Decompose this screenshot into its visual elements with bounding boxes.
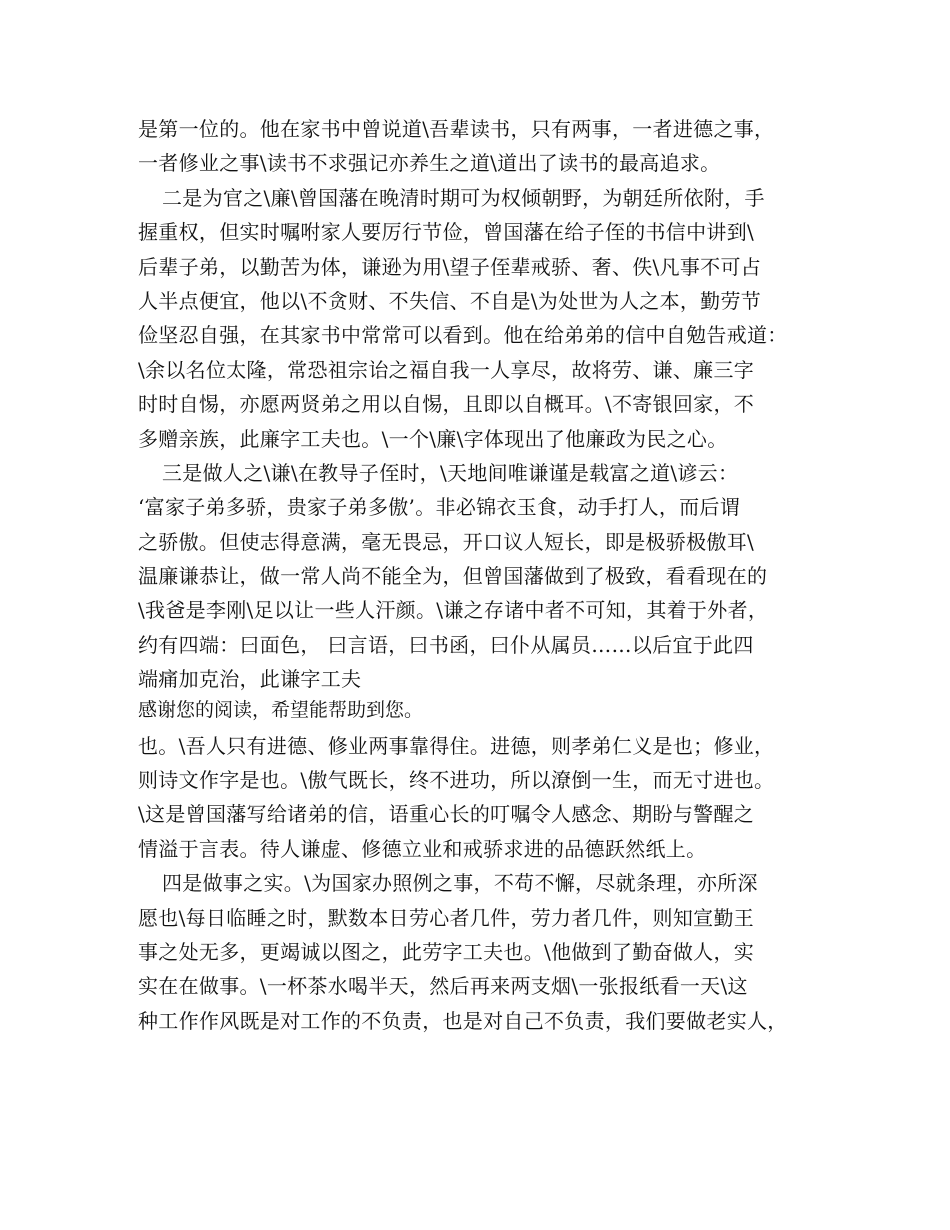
text-line: 约有四端：曰面色， 曰言语，曰书函，曰仆从属员……以后宜于此四 — [138, 632, 754, 657]
text-line: 之骄傲。但使志得意满，毫无畏忌，开口议人短长，即是极骄极傲耳\ — [138, 529, 755, 554]
text-line: 人半点便宜，他以\不贪财、不失信、不自是\为处世为人之本，勤劳节 — [138, 288, 762, 313]
text-line: 端痛加克治，此谦字工夫 — [138, 667, 362, 692]
text-line: 实在在做事。\一杯茶水喝半天，然后再来两支烟\一张报纸看一天\这 — [138, 974, 748, 999]
text-line: \我爸是李刚\足以让一些人汗颜。\谦之存诸中者不可知，其着于外者， — [138, 598, 769, 623]
text-line: ‘富家子弟多骄，贵家子弟多傲’。非必锦衣玉食，动手打人，而后谓 — [138, 495, 741, 520]
text-line: 愿也\每日临睡之时，默数本日劳心者几件，劳力者几件，则知宣勤王 — [138, 905, 755, 930]
text-line: 时时自惕，亦愿两贤弟之用以自惕，且即以自概耳。\不寄银回家，不 — [138, 392, 755, 417]
paragraph-start-line: 四是做事之实。\为国家办照例之事，不苟不懈，尽就条理，亦所深 — [162, 871, 758, 896]
text-line: 事之处无多，更竭诚以图之，此劳字工夫也。\他做到了勤奋做人，实 — [138, 939, 755, 964]
text-line: 情溢于言表。待人谦虚、修德立业和戒骄求进的品德跃然纸上。 — [138, 836, 707, 861]
text-line: 俭坚忍自强，在其家书中常常可以看到。他在给弟弟的信中自勉告戒道： — [138, 323, 788, 348]
text-line: 一者修业之事\读书不求强记亦养生之道\道出了读书的最高追求。 — [138, 151, 721, 176]
text-line: 是第一位的。他在家书中曾说道\吾辈读书，只有两事，一者进德之事， — [138, 117, 775, 141]
text-line: 温廉谦恭让，做一常人尚不能全为，但曾国藩做到了极致，看看现在的 — [138, 564, 768, 589]
text-line: 握重权，但实时嘱咐家人要厉行节俭，曾国藩在给子侄的书信中讲到\ — [138, 220, 755, 245]
paragraph-start-line: 三是做人之\谦\在教导子侄时，\天地间唯谦谨是载富之道\谚云： — [162, 460, 739, 485]
text-line: 种工作作风既是对工作的不负责，也是对自己不负责，我们要做老实人， — [138, 1008, 788, 1033]
reader-thanks-note: 感谢您的阅读，希望能帮助到您。 — [138, 698, 424, 721]
text-line: 则诗文作字是也。\傲气既长，终不进功，所以潦倒一生，而无寸进也。 — [138, 768, 775, 793]
text-line: \余以名位太隆，常恐祖宗诒之福自我一人享尽，故将劳、谦、廉三字 — [138, 357, 755, 382]
text-line: 也。\吾人只有进德、修业两事靠得住。进德，则孝弟仁义是也；修业， — [138, 733, 775, 758]
text-line: \这是曾国藩写给诸弟的信，语重心长的叮嘱令人感念、期盼与警醒之 — [138, 802, 755, 827]
paragraph-start-line: 二是为官之\廉\曾国藩在晚清时期可为权倾朝野，为朝廷所依附，手 — [162, 185, 765, 210]
body-text — [138, 112, 838, 1038]
text-line: 多赠亲族，此廉字工夫也。\一个\廉\字体现出了他廉政为民之心。 — [138, 426, 728, 451]
text-line: 后辈子弟，以勤苦为体，谦逊为用\望子侄辈戒骄、奢、佚\凡事不可占 — [138, 254, 762, 279]
